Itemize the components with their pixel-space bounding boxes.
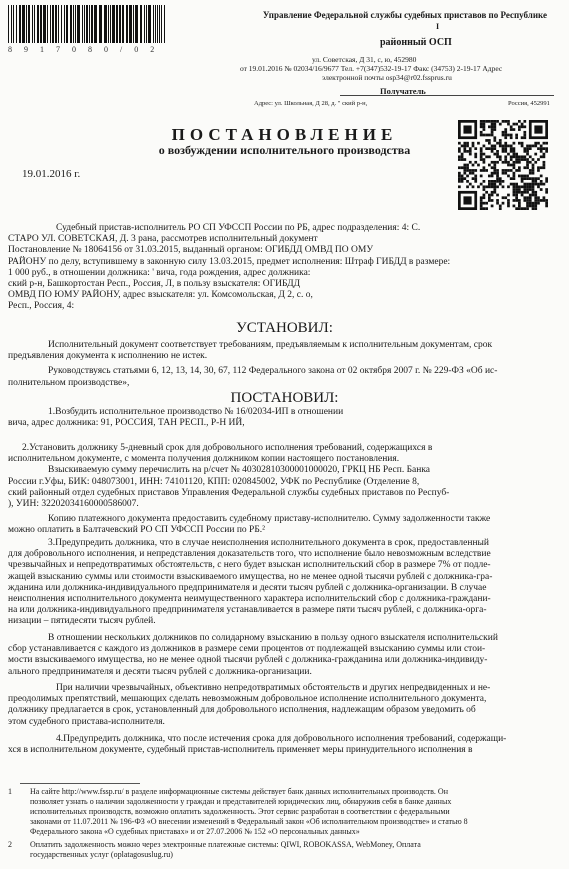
decided-line: ), УИН: 32202034160000586007. [8, 499, 139, 510]
document-ref-phone: от 19.01.2016 № 02034/16/9677 Тел. +7(347)532-19-17 Факс (34753) 2-19-17 Адрес [240, 64, 503, 73]
footnote-line: исполнительных производств, возможно оплатить задолженность. Этот сервис разработан в соответствии с федеральными [30, 807, 450, 816]
decided-line: должнику предлагается в срок, установленный для добровольного исполнения, надлежащим образом уведомить об [8, 705, 476, 716]
decided-line: В отношении нескольких должников по солидарному взысканию в пользу одного взыскателя исполнительский [48, 633, 498, 643]
decided-line: Взыскиваемую сумму перечислить на р/счет № 40302810300001000020, ГРКЦ НБ Респ. Банка [48, 465, 431, 476]
intro-line: 1 000 руб., в отношении должника: ' вича, года рождения, адрес должника: [8, 267, 311, 278]
recipient-country: Россия, 452991 [508, 100, 550, 107]
recipient-label: Получатель [380, 86, 426, 96]
footnote-number: 2 [8, 840, 12, 849]
footnote-1 [8, 787, 558, 837]
decided-line: на или должника-индивидуального предпринимателя устанавливается в размере пяти тысяч рублей, с должника-орга- [8, 605, 487, 616]
intro-line: ОМВД ПО ЮМУ РАЙОНУ, адрес взыскателя: ул. Комсомольская, Д 2, с. о, [8, 290, 313, 301]
document-date: 19.01.2016 г. [22, 168, 81, 180]
footnote-number: 1 [8, 787, 12, 796]
section-decided: ПОСТАНОВИЛ: [230, 390, 339, 406]
decided-line: низации – пятидесяти тысяч рублей. [8, 616, 156, 627]
footnote-rule [20, 783, 140, 784]
footnote-line: законами от 11.07.2011 № 196-ФЗ «О внесении изменений в Федеральный закон «Об исполнительном производстве» и статью 8 [30, 817, 468, 826]
decided-line: неисполнения исполнительного документа неимущественного характера исполнительский сбор с должника-граждани- [8, 594, 491, 605]
decided-line: России г.Уфы, БИК: 048073001, ИНН: 74101120, КПП: 020845002, УФК по Республике (Отделение 8, [8, 476, 420, 487]
decided-line: 4.Предупредить должника, что после истечения срока для добровольного исполнения требований, содержащи- [56, 734, 507, 744]
decided-line: ального предпринимателя и десяти тысяч рублей с должника-организации. [8, 666, 312, 677]
decided-line: сбор устанавливается с каждого из должников в размере семи процентов от подлежащей взысканию суммы или стои- [8, 644, 486, 655]
footnote-2 [8, 840, 558, 860]
decided-line: 2.Установить должнику 5-дневный срок для добровольного исполнения требований, содержащихся в [22, 443, 433, 453]
decided-line: для добровольного исполнения, и непредставления доказательств того, что исполнение было невозможным вследствие [8, 549, 491, 560]
department-email: электронной почты osp34@r02.fssprus.ru [322, 73, 452, 82]
decided-line: жащей взысканию суммы или стоимости взыскиваемого имущества, но не менее одной тысячи рублей с должника-гра- [8, 571, 493, 582]
footnote-line: Федерального закона «О судебных приставах» и от 27.07.2006 № 152 «О персональных данных» [30, 827, 360, 836]
decided-paragraph-2 [8, 443, 558, 537]
decided-line: этом судебного пристава-исполнителя. [8, 716, 165, 727]
decided-paragraph-3b [8, 633, 558, 678]
decided-line: жданина или должника-индивидуального предпринимателя и десяти тысяч рублей с должника-организации. В случае [8, 582, 487, 593]
barcode-number: 8 9 1 7 0 8 0 / 0 2 [8, 45, 160, 54]
footnote-line: позволяет узнать о наличии задолженности у граждан и представителей юридических лиц, обнаружив себя в банке данных [30, 797, 452, 806]
intro-line: РАЙОНУ по делу, вступившему в законную силу 13.03.2015, предмет исполнения: Штраф ГИБДД в размере: [8, 256, 451, 267]
decided-line: мости взыскиваемого имущества, но не менее одной тысячи рублей с должника-гражданина или должника-индивиду- [8, 655, 488, 666]
recipient-address: Адрес: ул. Школьная, Д 28, д. " ский р-н, [254, 100, 368, 107]
footnote-line: На сайте http://www.fssp.ru/ в разделе информационные системы действует банк данных исполнительных производств. Он [30, 787, 448, 796]
established-line: предъявления документа к исполнению не истек. [8, 351, 208, 362]
barcode [8, 5, 168, 45]
intro-line: Респ., Россия, 4: [8, 301, 75, 312]
established-paragraph [8, 340, 558, 389]
agency-name: Управление Федеральной службы судебных приставов по Республике [262, 10, 547, 20]
decided-line: вича, адрес должника: 91, РОССИЯ, ТАН РЕСП., Р-Н ИЙ, [8, 418, 245, 429]
section-established: УСТАНОВИЛ: [236, 320, 333, 336]
department-name: районный ОСП [380, 37, 452, 48]
agency-name-cont: I [436, 22, 440, 31]
intro-line: Постановление № 18064156 от 31.03.2015, выданный органом: ОГИБДД ОМВД ПО ОМУ [8, 245, 374, 256]
established-line: полнительном производстве», [8, 377, 130, 388]
intro-paragraph [8, 223, 558, 313]
document-subtitle: о возбуждении исполнительного производства [158, 143, 411, 157]
decided-line: исполнительном документе, с момента получения должником копии настоящего постановления. [8, 454, 400, 465]
intro-line: Судебный пристав-исполнитель РО СП УФССП России по РБ, адрес подразделения: 4: С. [56, 223, 421, 233]
recipient-rule [340, 95, 554, 96]
decided-line: хся в исполнительном документе, судебный пристав-исполнитель применяет меры принудительного исполнения в [8, 745, 473, 756]
department-address: ул. Советская, Д 31, с, ю, 452980 [312, 55, 417, 64]
established-line: Руководствуясь статьями 6, 12, 13, 14, 30, 67, 112 Федерального закона от 02 октября 2007 г. № 229-ФЗ «Об ис- [48, 366, 498, 377]
intro-line: СТАРО УЛ. СОВЕТСКАЯ, Д. 3 рана, рассмотрев исполнительный документ [8, 234, 318, 245]
footnote-line: государственных услуг (oplatagosuslug.ru) [30, 850, 173, 859]
footnote-line: Оплатить задолженность можно через электронные платежные системы: QIWI, ROBOKASSA, WebMoney, Оплата [30, 840, 421, 849]
decided-paragraph-3c [8, 683, 558, 728]
decided-line: ский районный отдел судебных приставов Управления Федеральной службы судебных приставов по Респуб- [8, 487, 450, 498]
decided-line: 3.Предупредить должника, что в случае неисполнения исполнительного документа в срок, предоставленный [48, 538, 490, 548]
decided-paragraph-3 [8, 538, 558, 628]
decided-line: При наличии чрезвычайных, объективно непредотвратимых обстоятельств и других непредвиденных и не- [56, 683, 491, 693]
decided-paragraph-1 [8, 407, 558, 429]
document-title: ПОСТАНОВЛЕНИЕ [171, 125, 398, 144]
decided-line: чрезвычайных и непредотвратимых обстоятельств, с него будет взыскан исполнительский сбор в размере 7% от подле- [8, 560, 491, 571]
decided-line: можно оплатить в Балтачевский РО СП УФССП России по РБ.² [8, 525, 266, 536]
decided-line: Копию платежного документа предоставить судебному приставу-исполнителю. Сумму задолженности также [48, 514, 491, 525]
established-line: Исполнительный документ соответствует требованиям, предъявляемым к исполнительным документам, срок [48, 340, 493, 350]
decided-line: преодолимых препятствий, мешающих сделать невозможным добровольное исполнение исполнительного документа, [8, 694, 487, 705]
intro-line: ский р-н, Башкортостан Респ., Россия, Л, в пользу взыскателя: ОГИБДД [8, 279, 301, 290]
decided-paragraph-4 [8, 734, 558, 756]
decided-line: 1.Возбудить исполнительное производство № 16/02034-ИП в отношении [48, 407, 344, 417]
